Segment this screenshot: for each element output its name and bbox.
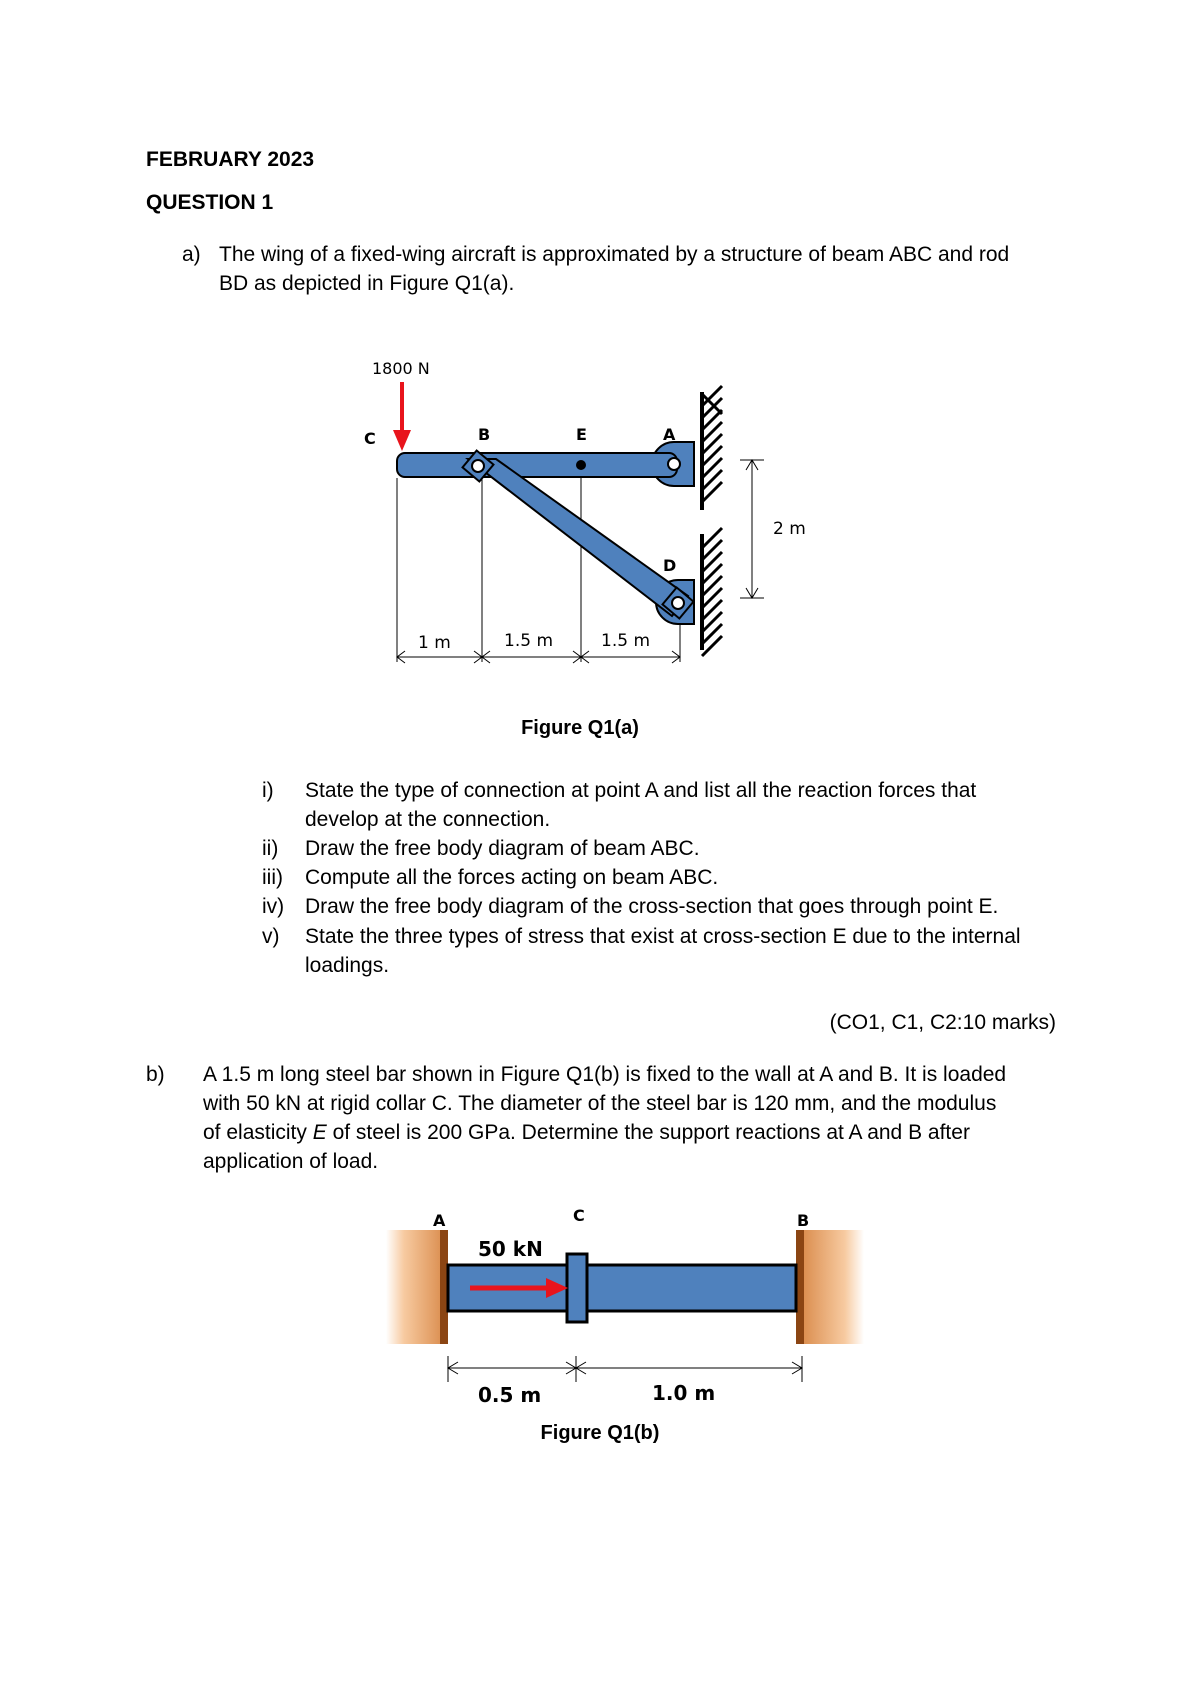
load-label-1800n: 1800 N xyxy=(372,359,430,378)
wall-b xyxy=(800,1230,864,1344)
dim-ea: 1.5 m xyxy=(601,631,650,651)
part-b-label: b) xyxy=(146,1063,165,1086)
dim-height: 2 m xyxy=(773,519,806,539)
item-iv-line1: Draw the free body diagram of the cross-section that goes through point E. xyxy=(305,895,999,918)
item-iv-num: iv) xyxy=(262,895,285,918)
label-c: C xyxy=(364,429,376,448)
dimension-lines-b xyxy=(448,1356,802,1382)
part-a-marks: (CO1, C1, C2:10 marks) xyxy=(829,1011,1056,1034)
label-d: D xyxy=(663,556,677,575)
fig-b-dim-ac: 0.5 m xyxy=(478,1383,542,1407)
fig-b-label-a: A xyxy=(433,1211,446,1230)
label-b: B xyxy=(478,425,491,444)
part-b-line1: A 1.5 m long steel bar shown in Figure Q1(b) is fixed to the wall at A and B. It is loaded xyxy=(203,1063,1007,1086)
figure-q1a-caption: Figure Q1(a) xyxy=(521,717,639,739)
item-v-line1: State the three types of stress that exist at cross-section E due to the internal xyxy=(305,925,1021,948)
item-ii-num: ii) xyxy=(262,837,279,860)
fig-b-load-label: 50 kN xyxy=(478,1237,543,1261)
part-a-label: a) xyxy=(182,243,201,266)
fig-b-dim-cb: 1.0 m xyxy=(652,1381,716,1405)
label-a: A xyxy=(663,425,676,444)
part-a-intro-line2: BD as depicted in Figure Q1(a). xyxy=(219,272,515,295)
fig-b-label-c: C xyxy=(573,1206,585,1225)
modulus-symbol-e: E xyxy=(312,1121,327,1144)
wall-a xyxy=(386,1230,446,1344)
item-i-line2: develop at the connection. xyxy=(305,808,551,831)
question-heading: QUESTION 1 xyxy=(146,191,274,214)
part-b-line4: application of load. xyxy=(203,1150,379,1173)
item-v-num: v) xyxy=(262,925,280,948)
part-b-line2: with 50 kN at rigid collar C. The diameter of the steel bar is 120 mm, and the modulus xyxy=(203,1092,997,1115)
dim-cb: 1 m xyxy=(418,633,451,653)
item-ii-line1: Draw the free body diagram of beam ABC. xyxy=(305,837,700,860)
item-iii-line1: Compute all the forces acting on beam ABC. xyxy=(305,866,719,889)
rigid-collar-c xyxy=(567,1254,587,1322)
item-i-line1: State the type of connection at point A and list all the reaction forces that xyxy=(305,779,977,802)
part-a-intro-line1: The wing of a fixed-wing aircraft is approximated by a structure of beam ABC and rod xyxy=(219,243,1010,266)
dim-be: 1.5 m xyxy=(504,631,553,651)
part-b-line3-post: of steel is 200 GPa. Determine the support reactions at A and B after xyxy=(326,1121,970,1144)
date-heading: FEBRUARY 2023 xyxy=(146,148,315,171)
label-e: E xyxy=(576,425,587,444)
item-iii-num: iii) xyxy=(262,866,283,889)
figure-q1b-caption: Figure Q1(b) xyxy=(540,1422,660,1444)
item-i-num: i) xyxy=(262,779,274,802)
part-b-line3-pre: of elasticity xyxy=(203,1121,313,1144)
item-v-line2: loadings. xyxy=(305,954,390,977)
fig-b-label-b: B xyxy=(797,1211,810,1230)
